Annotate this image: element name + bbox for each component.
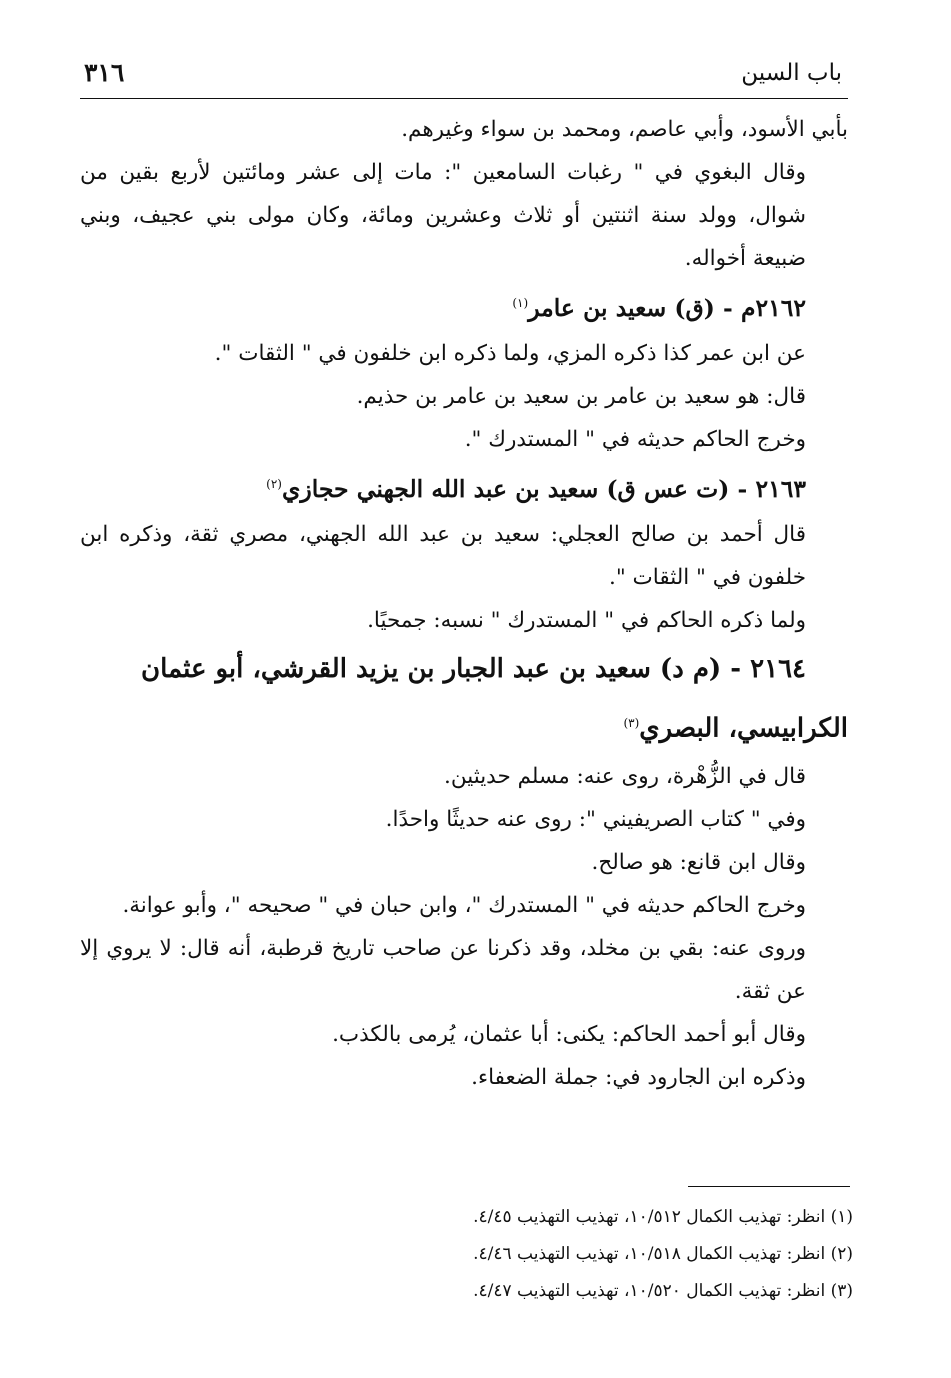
- footnote-ref-1: (١): [512, 296, 529, 310]
- entry-2163-title: ٢١٦٣ - (ت عس ق) سعيد بن عبد الله الجهني حجازي: [281, 474, 806, 503]
- footnotes: [80, 1199, 853, 1310]
- entry-2162-heading: [80, 280, 848, 332]
- entry-2164-line-3: وقال ابن قانع: هو صالح.: [591, 850, 806, 876]
- entry-2164-line-7: وذكره ابن الجارود في: جملة الضعفاء.: [471, 1065, 806, 1091]
- main-text: [80, 108, 848, 1099]
- entry-2162-line-2: قال: هو سعيد بن عامر بن سعيد بن عامر بن حذيم.: [356, 383, 806, 409]
- entry-2164-title-b-wrap: [80, 696, 848, 756]
- running-title: باب السين: [741, 60, 842, 86]
- paragraph-continuation: بأبي الأسود، وأبي عاصم، ومحمد بن سواء وغيرهم.: [401, 117, 848, 142]
- entry-2164-line-2: وفي " كتاب الصريفيني ": روى عنه حديثًا واحدًا.: [385, 807, 806, 833]
- entry-2164-title-a: ٢١٦٤ - (م د) سعيد بن عبد الجبار بن يزيد القرشي، أبو عثمان: [141, 653, 806, 684]
- entry-2164-line-1: قال في الزُّهْرة، روى عنه: مسلم حديثين.: [444, 764, 806, 790]
- footnote-ref-2: (٢): [266, 476, 282, 491]
- footnote-3: (٣) انظر: تهذيب الكمال ١٠/٥٢٠، تهذيب التهذيب ٤/٤٧.: [473, 1281, 853, 1301]
- entry-2162-line-3: وخرج الحاكم حديثه في " المستدرك ".: [464, 426, 806, 452]
- page-number: ٣١٦: [84, 58, 125, 87]
- page-header: [80, 58, 848, 99]
- entry-2164-line-6: وقال أبو أحمد الحاكم: يكنى: أبا عثمان، يُرمى بالكذب.: [332, 1022, 806, 1048]
- footnote-ref-3: (٣): [623, 715, 640, 730]
- entry-2164-line-4: وخرج الحاكم حديثه في " المستدرك "، وابن حبان في " صحيحه "، وأبو عوانة.: [122, 893, 806, 919]
- entry-2163-line-2: ولما ذكره الحاكم في " المستدرك " نسبه: جمحيًا.: [367, 607, 806, 633]
- entry-2164-title-b: الكرابيسي، البصري: [639, 713, 848, 744]
- paragraph-baghawi: وقال البغوي في " رغبات السامعين ": مات إلى عشر ومائتين لأربع بقين من شوال، وولد سنة اثنتين أو ثلاث وعشرين ومائة، وكان مولى بني عجيف، وبني ضبيعة أخواله.: [80, 160, 806, 271]
- entry-2164-heading: [80, 642, 848, 756]
- footnote-divider: [688, 1186, 850, 1187]
- footnote-2: (٢) انظر: تهذيب الكمال ١٠/٥١٨، تهذيب التهذيب ٤/٤٦.: [473, 1244, 853, 1264]
- entry-2162-line-1: عن ابن عمر كذا ذكره المزي، ولما ذكره ابن خلفون في " الثقات ".: [214, 340, 806, 366]
- entry-2162-title: ٢١٦٢م - (ق) سعيد بن عامر: [528, 293, 806, 322]
- entry-2163-heading: [80, 461, 848, 513]
- footnote-1: (١) انظر: تهذيب الكمال ١٠/٥١٢، تهذيب التهذيب ٤/٤٥.: [473, 1207, 853, 1227]
- entry-2164-paragraph-5: وروى عنه: بقي بن مخلد، وقد ذكرنا عن صاحب تاريخ قرطبة، أنه قال: لا يروي إلا عن ثقة.: [80, 936, 806, 1005]
- entry-2163-paragraph-1: قال أحمد بن صالح العجلي: سعيد بن عبد الله الجهني، مصري ثقة، وذكره ابن خلفون في " الثقات ".: [80, 521, 806, 590]
